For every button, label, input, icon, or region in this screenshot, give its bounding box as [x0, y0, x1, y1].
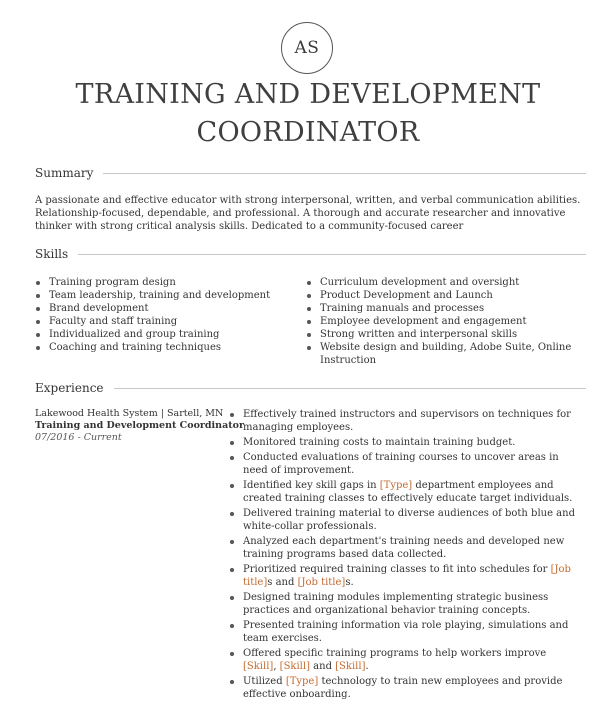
experience-bullet [243, 451, 581, 477]
initials-monogram [281, 22, 333, 74]
experience-divider [114, 388, 586, 389]
skills-divider [78, 254, 586, 255]
bullet-text: Utilized [243, 676, 286, 687]
skills-heading-label: Skills [35, 247, 69, 261]
experience-bullets [243, 408, 581, 703]
experience-bullet [243, 507, 581, 533]
summary-heading [35, 165, 586, 181]
skill-item: Curriculum development and oversight [320, 276, 582, 289]
bullet-text: department employees and created training classes to effectively educate target individuals. [243, 480, 573, 504]
skill-item: Employee development and engagement [320, 315, 582, 328]
bullet-text: Conducted evaluations of training courses to uncover areas in need of improvement. [243, 452, 559, 476]
experience-bullet [243, 563, 581, 589]
bullet-text: . [365, 661, 369, 672]
bullet-text: , [273, 661, 280, 672]
skills-list-left [49, 276, 289, 354]
skills-list-right [320, 276, 582, 367]
placeholder-token: [Job title] [297, 577, 346, 588]
job-dates: 07/2016 - Current [35, 432, 122, 443]
skill-item: Product Development and Launch [320, 289, 582, 302]
experience-bullet [243, 479, 581, 505]
experience-heading-label: Experience [35, 381, 104, 395]
title-line-1: TRAINING AND DEVELOPMENT [75, 79, 541, 110]
skill-item: Coaching and training techniques [49, 341, 289, 354]
bullet-text: Presented training information via role playing, simulations and team exercises. [243, 620, 569, 644]
bullet-text: Delivered training material to diverse audiences of both blue and white-collar professionals. [243, 508, 575, 532]
bullet-text: and [309, 661, 336, 672]
bullet-text: Designed training modules implementing strategic business practices and organizational behavior training concepts. [243, 592, 549, 616]
summary-heading-label: Summary [35, 166, 94, 180]
summary-divider [103, 173, 586, 174]
initials-text: AS [294, 38, 320, 58]
experience-bullet [243, 436, 581, 449]
experience-bullet [243, 675, 581, 701]
experience-bullet [243, 591, 581, 617]
skill-item: Strong written and interpersonal skills [320, 328, 582, 341]
placeholder-token: [Skill] [243, 661, 274, 672]
bullet-text: Identified key skill gaps in [243, 480, 380, 491]
placeholder-token: [Type] [285, 676, 319, 687]
placeholder-token: [Job title] [243, 564, 571, 588]
bullet-text: Offered specific training programs to help workers improve [243, 648, 547, 659]
experience-bullet [243, 408, 581, 434]
experience-heading [35, 380, 586, 396]
experience-bullet [243, 647, 581, 673]
placeholder-token: [Skill] [279, 661, 310, 672]
bullet-text: Analyzed each department's training needs and developed new training programs based data collected. [243, 536, 565, 560]
skill-item: Individualized and group training [49, 328, 289, 341]
skill-item: Team leadership, training and development [49, 289, 289, 302]
job-employer: Lakewood Health System | Sartell, MN [35, 408, 224, 419]
skill-item: Training manuals and processes [320, 302, 582, 315]
skills-heading [35, 246, 586, 262]
job-meta [35, 408, 244, 444]
page-title [0, 76, 616, 152]
experience-bullet [243, 535, 581, 561]
bullet-text: s. [345, 577, 354, 588]
skill-item: Brand development [49, 302, 289, 315]
bullet-text: Effectively trained instructors and supervisors on techniques for managing employees. [243, 409, 571, 433]
title-line-2: COORDINATOR [196, 117, 420, 148]
bullet-text: Monitored training costs to maintain training budget. [243, 437, 516, 448]
placeholder-token: [Type] [379, 480, 413, 491]
bullet-text: Prioritized required training classes to fit into schedules for [243, 564, 551, 575]
placeholder-token: [Skill] [335, 661, 366, 672]
skill-item: Training program design [49, 276, 289, 289]
bullet-text: s and [267, 577, 298, 588]
bullet-text: technology to train new employees and provide effective onboarding. [243, 676, 563, 700]
job-role: Training and Development Coordinator [35, 420, 244, 431]
skill-item: Faculty and staff training [49, 315, 289, 328]
summary-text: A passionate and effective educator with strong interpersonal, written, and verbal communication abilities. Relationship-focused, dependable, and professional. A thorough and accurate researcher and innovative thinker with strong critical analysis skills. Dedicated to a community-focused career [35, 195, 581, 232]
skill-item: Website design and building, Adobe Suite, Online Instruction [320, 341, 582, 367]
experience-bullet [243, 619, 581, 645]
